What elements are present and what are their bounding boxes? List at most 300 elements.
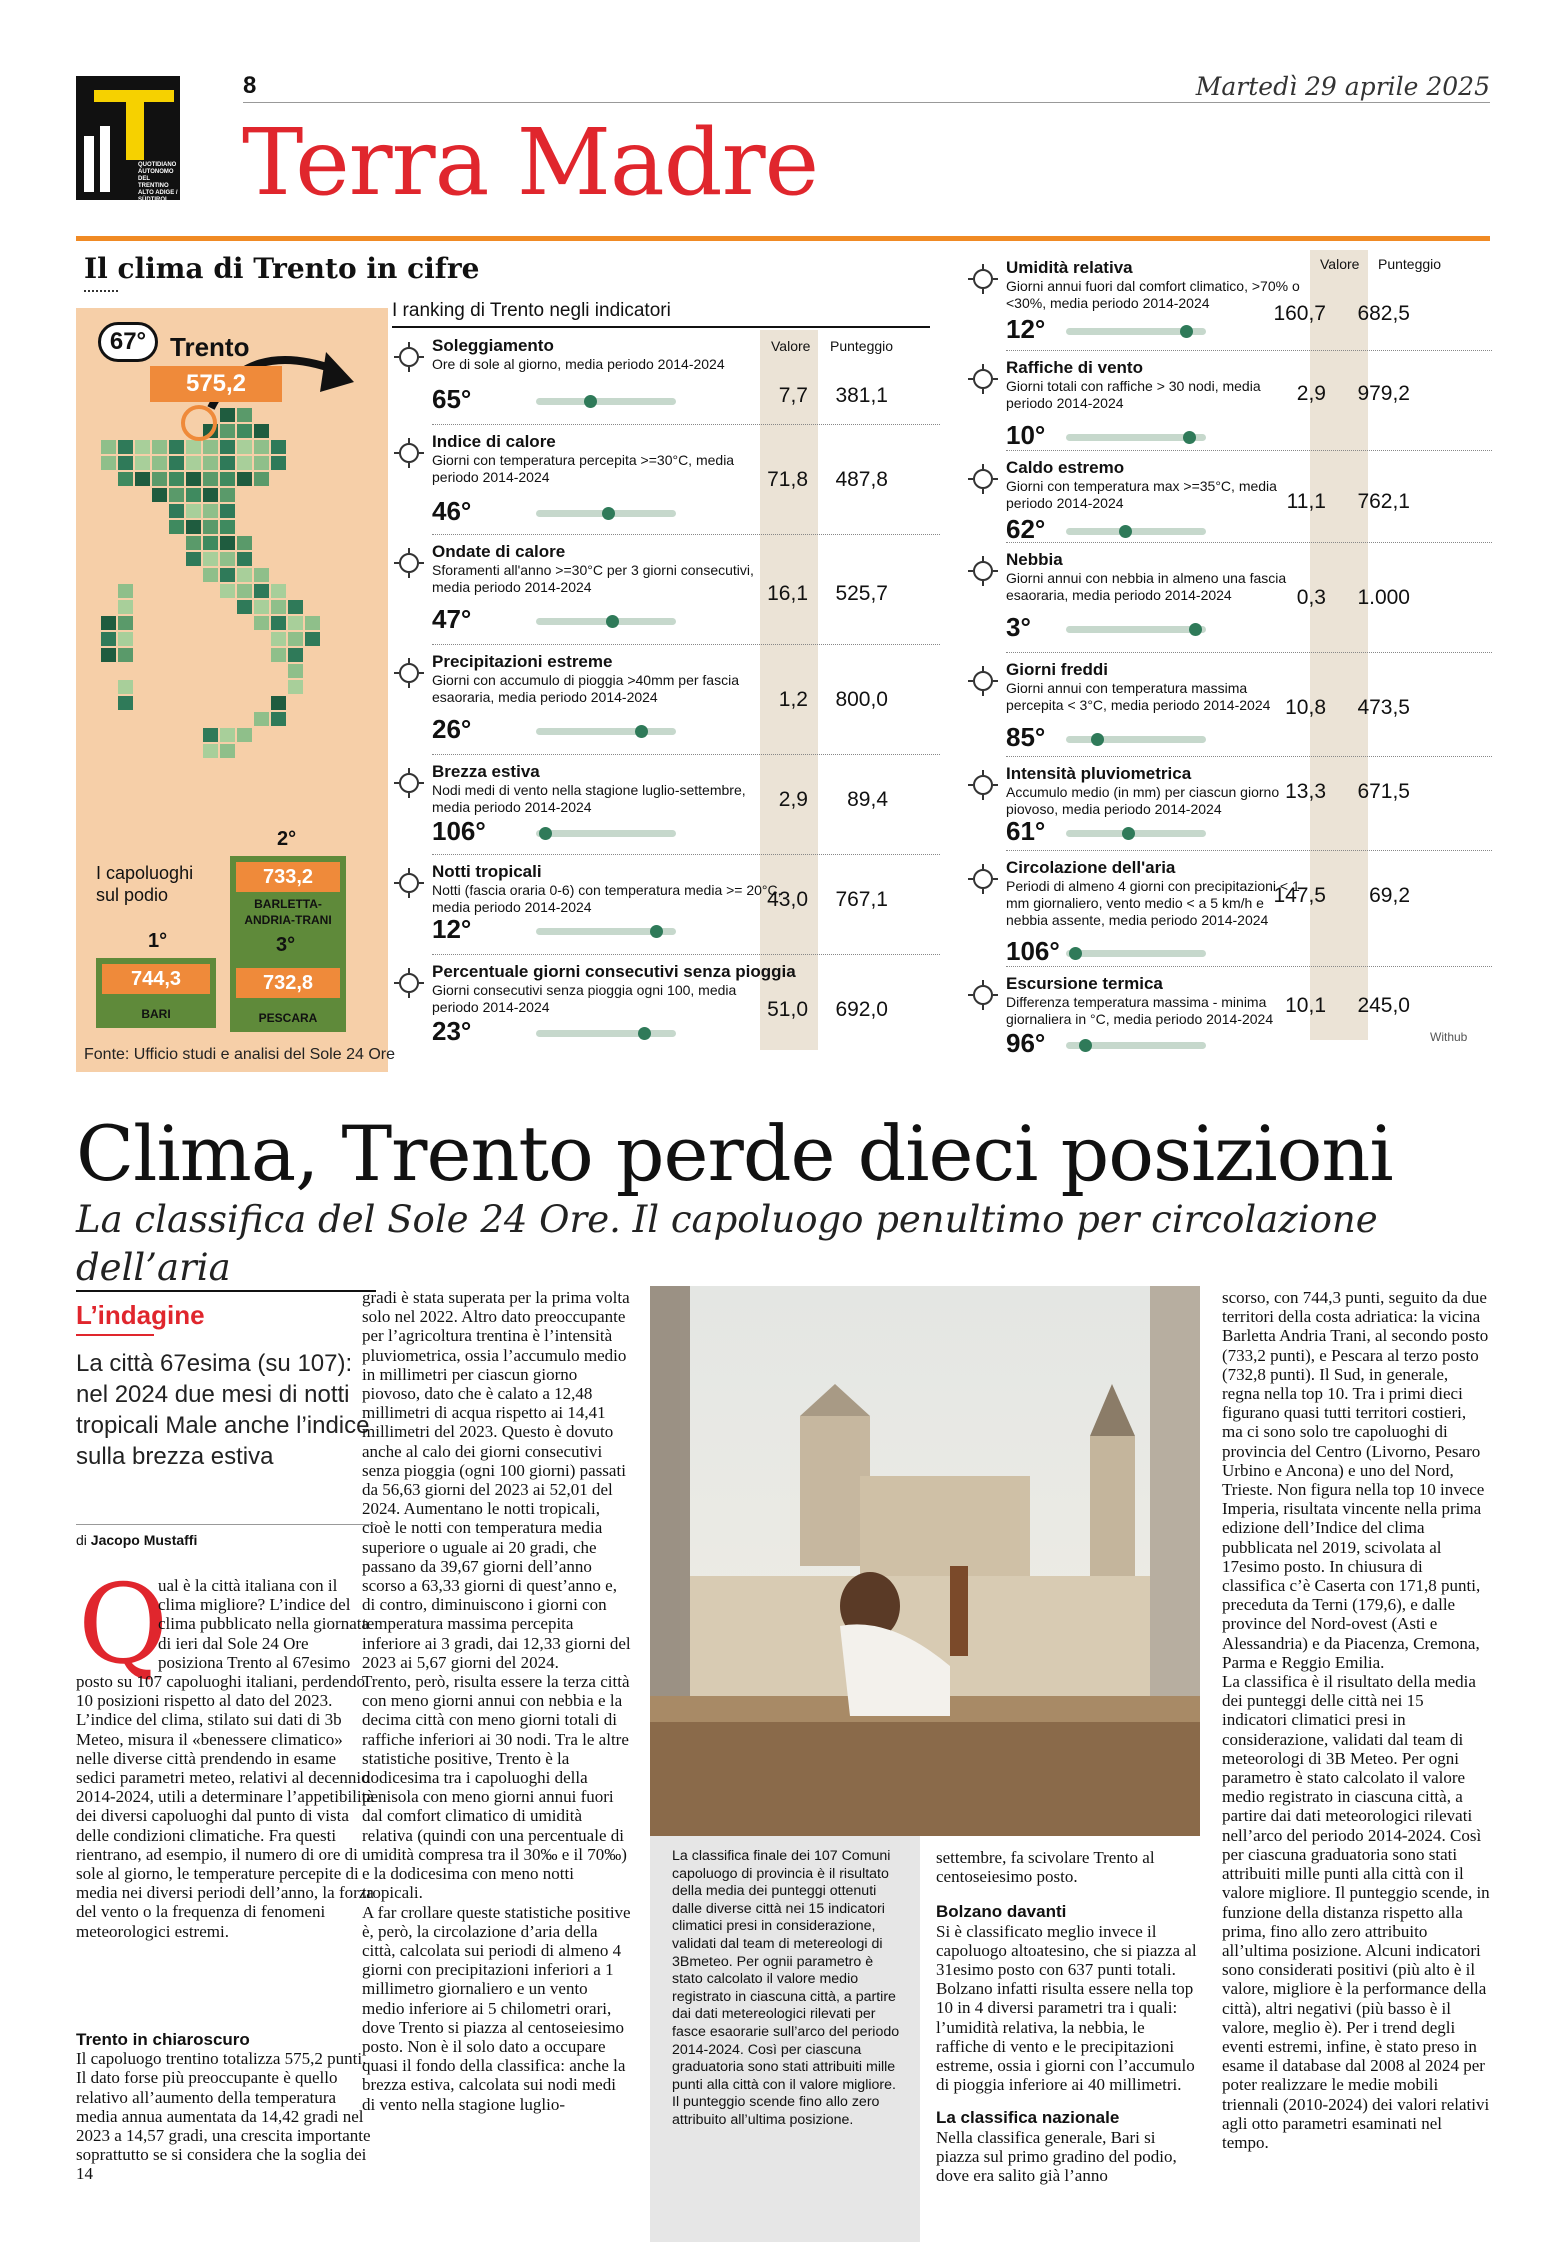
- thermometer-icon: [392, 436, 426, 470]
- fountain-statue: [950, 1566, 968, 1656]
- map-cell: [254, 424, 269, 438]
- ranking-title: I ranking di Trento negli indicatori: [392, 300, 671, 321]
- caption-text: La classifica finale dei 107 Comuni capoluogo di provincia è il risultato della media dei punteggi ottenuti dalle diverse città nei 15 indicatori climatici presi in considerazione, validati dal team di metereologi di 3Bmeteo. Per ognii parametro è stato calcolato il valore medio registrato in ciascuna città, a partire dai dati metereologici rilevati per fasce esaorarie sull’arco del periodo 2014-2024. Così per ciascuna graduatoria sono stati attribuiti mille punti alla città con il valore migliore. Il punteggio scende fino allo zero attribuito all’ultima posizione.: [672, 1848, 900, 2128]
- col4: [1222, 1288, 1490, 2152]
- row-separator: [1006, 542, 1492, 543]
- map-cell: [288, 648, 303, 662]
- map-cell: [186, 504, 201, 518]
- rank-track: [1066, 328, 1206, 335]
- col3-body: settembre, fa scivolare Trento al centoseiesimo posto.: [936, 1848, 1155, 1887]
- kicker-rule: [76, 1290, 376, 1292]
- kicker: L’indagine: [76, 1300, 205, 1330]
- map-cell: [271, 632, 286, 646]
- rank-marker: [606, 615, 619, 628]
- map-cell: [203, 488, 218, 502]
- map-cell: [237, 584, 252, 598]
- map-cell: [237, 552, 252, 566]
- map-cell: [203, 552, 218, 566]
- indicator-name: Giorni freddi: [1006, 660, 1108, 679]
- header-rule: [243, 102, 1490, 103]
- map-cell: [288, 632, 303, 646]
- map-cell: [220, 744, 235, 758]
- map-cell: [220, 568, 235, 582]
- rank-marker: [602, 507, 615, 520]
- article-subheadline: La classifica del Sole 24 Ore. Il capoluogo penultimo per circolazione dell’aria: [76, 1198, 1378, 1289]
- map-cell: [237, 424, 252, 438]
- indicator-name: Caldo estremo: [1006, 458, 1125, 477]
- map-cell: [237, 440, 252, 454]
- breeze-icon: [392, 766, 426, 800]
- indicator-rank: 23°: [432, 1016, 472, 1046]
- map-cell: [101, 456, 116, 470]
- indicator-rank: 12°: [1006, 314, 1046, 344]
- wind-icon: [966, 362, 1000, 396]
- indicator-score: 979,2: [1357, 382, 1410, 405]
- map-cell: [237, 728, 252, 742]
- row-separator: [432, 644, 940, 645]
- indicator-score: 682,5: [1357, 302, 1410, 325]
- indicator-desc: Nodi medi di vento nella stagione luglio-settembre, media periodo 2014-2024: [432, 782, 746, 815]
- map-cell: [271, 440, 286, 454]
- city-score: 575,2: [150, 366, 282, 402]
- map-cell: [271, 456, 286, 470]
- col2-body: gradi è stata superata per la prima volta solo nel 2022. Altro dato preoccupante per l’agricoltura trentina è l’intensità pluviometrica, ossia l’accumulo medio in millimetri per ciascun giorno piovoso, dato che è calato a 12,48 millimetri di acqua rispetto ai 14,41 millimetri del 2023. Questo è dovuto anche al calo dei giorni consecutivi senza pioggia (ogni 100 giorni) passati da 56,63 giorni del 2023 ai 52,01 del 2024. Aumentano le notti tropicali, cioè le notti con temperatura media superiore o uguale ai 20 gradi, che passano da 39,67 giorni dell’anno scorso a 63,33 giorni di quest’anno e, di contro, diminuiscono i giorni con temperatura massima percepita inferiore ai 3 gradi, dai 12,33 giorni del 2023 ai 5,67 giorni del 2024.: [362, 1288, 631, 1672]
- podium-score-2: 733,2: [236, 862, 340, 892]
- sun-icon: [392, 340, 426, 374]
- map-cell: [220, 584, 235, 598]
- indicator-name: Circolazione dell'aria: [1006, 858, 1176, 877]
- indicator-score: 487,8: [835, 468, 888, 491]
- indicator-desc: Accumulo medio (in mm) per ciascun giorno piovoso, media periodo 2014-2024: [1006, 784, 1280, 817]
- map-cell: [237, 568, 252, 582]
- right-col-valore: Valore: [1320, 256, 1360, 272]
- indicator-name: Escursione termica: [1006, 974, 1163, 993]
- newspaper-logo: [76, 76, 180, 203]
- dry-tree-icon: [966, 462, 1000, 496]
- map-cell: [203, 504, 218, 518]
- left-col-valore: Valore: [771, 338, 811, 354]
- indicator-rank: 3°: [1006, 612, 1031, 642]
- col1-body: Il capoluogo trentino totalizza 575,2 punti. Il dato forse più preoccupante è quello relativo all’aumento della temperatura media annua aumentata da 14,42 gradi nel 2023 a 14,57 gradi, una crescita importante soprattutto se si considera che la soglia dei 14: [76, 2049, 371, 2184]
- map-cell: [186, 456, 201, 470]
- map-cell: [220, 456, 235, 470]
- map-cell: [220, 504, 235, 518]
- map-cell: [101, 632, 116, 646]
- col4-body: scorso, con 744,3 punti, seguito da due territori della costa adriatica: la vicina Barletta Andria Trani, al secondo posto (733,2 punti), e Pescara al terzo posto (732,8 punti). Il Sud, in generale, regna nella top 10. Tra i primi dieci figurano quasi tutti territori costieri, ma ci sono solo tre capoluoghi di provincia del Centro (Livorno, Pesaro Urbino e Ancona) e uno del Nord, Trieste. Non figura nella top 10 invece Imperia, risultata vincente nella prima edizione dell’Indice del clima pubblicata nel 2019, scivolata al 17esimo posto. In chiusura di classifica c’è Caserta con 171,8 punti, preceduta da Terni (179,6), e dalle province del Nord-ovest (Asti e Alessandria) e da Piacenza, Cremona, Parma e Reggio Emilia.: [1222, 1288, 1489, 1672]
- indicator-desc: Giorni con temperatura percepita >=30°C, media periodo 2014-2024: [432, 452, 735, 485]
- indicator-value: 0,3: [1296, 586, 1326, 609]
- row-separator: [432, 954, 940, 955]
- indicator-rank: 85°: [1006, 722, 1046, 752]
- drought-icon: [392, 966, 426, 1000]
- page-number: 8: [243, 72, 257, 99]
- rank-track: [1066, 736, 1206, 743]
- indicator-value: 2,9: [778, 788, 808, 811]
- map-cell: [101, 648, 116, 662]
- indicator-desc: Giorni annui con temperatura massima percepita < 3°C, media periodo 2014-2024: [1006, 680, 1271, 713]
- map-cell: [237, 600, 252, 614]
- map-cell: [169, 472, 184, 486]
- snowflake-icon: [966, 664, 1000, 698]
- graphic-credit: Withub: [1430, 1030, 1468, 1044]
- map-cell: [203, 472, 218, 486]
- indicator-rank: 46°: [432, 496, 472, 526]
- map-cell: [254, 584, 269, 598]
- map-cell: [271, 712, 286, 726]
- podium-rank-1: 1°: [148, 930, 168, 952]
- indicator-row: [392, 862, 940, 952]
- indicator-name: Umidità relativa: [1006, 258, 1133, 277]
- church-tower: [800, 1416, 870, 1566]
- indicator-desc: Giorni consecutivi senza pioggia ogni 100, media periodo 2014-2024: [432, 982, 737, 1015]
- article-photo: [650, 1286, 1200, 1836]
- col2: [362, 1288, 632, 2114]
- indicator-row: [966, 764, 1492, 850]
- rank-track: [1066, 830, 1206, 837]
- map-cell: [203, 744, 218, 758]
- podium-label: I capoluoghi sul podio: [96, 863, 194, 905]
- map-cell: [254, 440, 269, 454]
- indicator-rank: 96°: [1006, 1028, 1046, 1058]
- right-col-punteggio: Punteggio: [1378, 256, 1442, 272]
- rank-marker: [539, 827, 552, 840]
- issue-date: Martedì 29 aprile 2025: [1195, 72, 1490, 101]
- indicator-value: 71,8: [767, 468, 808, 491]
- indicator-desc: Giorni annui fuori dal comfort climatico, >70% o <30%, media periodo 2014-2024: [1006, 278, 1300, 311]
- col2-body-c: A far crollare queste statistiche positive è, però, la circolazione d’aria della città, calcolata sui periodi di almeno 4 giorni con precipitazioni inferiori a 1 millimetro giornaliero e un vento medio inferiore ai 5 chilometri orari, dove Trento si piazza al centoseiesimo posto. Non è il solo dato a occupare quasi il fondo della classifica: anche la brezza estiva, calcolata sui nodi medi di vento nella stagione luglio-: [362, 1902, 631, 2114]
- map-cell: [305, 632, 320, 646]
- map-cell: [203, 728, 218, 742]
- indicator-desc: Differenza temperatura massima - minima giornaliera in °C, media periodo 2014-2024: [1006, 994, 1274, 1027]
- indicator-name: Indice di calore: [432, 432, 556, 451]
- indicator-rank: 62°: [1006, 514, 1046, 544]
- indicator-name: Ondate di calore: [432, 542, 566, 561]
- indicator-rank: 106°: [432, 816, 486, 846]
- author-rule: [76, 1524, 376, 1525]
- indicator-row: [392, 432, 940, 532]
- map-cell: [118, 600, 133, 614]
- row-separator: [432, 754, 940, 755]
- arrow-head: [320, 352, 354, 392]
- indicator-name: Precipitazioni estreme: [432, 652, 613, 671]
- rank-marker: [1069, 947, 1082, 960]
- indicator-row: [966, 858, 1492, 968]
- infographic-title: Il clima di Trento in cifre: [84, 252, 480, 285]
- indicator-value: 160,7: [1273, 302, 1326, 325]
- map-cell: [118, 584, 133, 598]
- map-cell: [220, 552, 235, 566]
- indicator-score: 762,1: [1357, 490, 1410, 513]
- rain-cloud-icon: [392, 656, 426, 690]
- map-cell: [101, 616, 116, 630]
- indicator-desc: Giorni con temperatura max >=35°C, media periodo 2014-2024: [1006, 478, 1277, 511]
- podium-rank-2: 2°: [277, 828, 297, 850]
- rank-track: [536, 1030, 676, 1037]
- row-separator: [1006, 756, 1492, 757]
- indicator-desc: Sforamenti all'anno >=30°C per 3 giorni consecutivi, media periodo 2014-2024: [432, 562, 754, 595]
- logo-subtitle: QUOTIDIANO AUTONOMO DEL TRENTINO ALTO ADIGE / SÜDTIROL: [138, 162, 178, 203]
- map-cell: [271, 648, 286, 662]
- rank-marker: [1091, 733, 1104, 746]
- map-cell: [237, 408, 252, 422]
- rank-track: [1066, 528, 1206, 535]
- map-cell: [220, 536, 235, 550]
- map-cell: [186, 536, 201, 550]
- map-cell: [118, 472, 133, 486]
- podium-rank-3: 3°: [276, 934, 296, 956]
- map-cell: [237, 536, 252, 550]
- map-cell: [220, 472, 235, 486]
- indicator-row: [966, 550, 1492, 650]
- indicator-value: 51,0: [767, 998, 808, 1021]
- drop-icon: [966, 262, 1000, 296]
- indicator-rank: 26°: [432, 714, 472, 744]
- rank-marker: [584, 395, 597, 408]
- umbrella-icon: [966, 768, 1000, 802]
- heatwave-icon: [392, 546, 426, 580]
- indicator-row: [966, 660, 1492, 756]
- map-cell: [254, 616, 269, 630]
- indicator-name: Raffiche di vento: [1006, 358, 1143, 377]
- map-cell: [220, 728, 235, 742]
- logo-l: [100, 126, 110, 192]
- map-cell: [254, 600, 269, 614]
- rank-marker: [1180, 325, 1193, 338]
- rank-track: [1066, 434, 1206, 441]
- col1-intro: ual è la città italiana con il clima migliore? L’indice del clima pubblicato nella giornata di ieri dal Sole 24 Ore posiziona Trento al 67esimo posto su 107 capoluoghi italiani, perdendo 10 posizioni rispetto al dato del 2023. L’indice del clima, stilato sui dati di 3b Meteo, misura il «benessere climatico» nelle diverse città prendendo in esame sedici parametri meteo, relativi al decennio 2014-2024, utili a determinare l’appetibilità dei diversi capoluoghi dal punto di vista delle condizioni climatiche. Fra questi rientrano, ad esempio, il numero di ore di sole al giorno, le temperature percepite di media nei diversi periodi dell’anno, la forza del vento o la frequenza di fenomeni meteorologici estremi.: [76, 1576, 374, 1941]
- indicator-score: 89,4: [847, 788, 888, 811]
- map-cell: [118, 632, 133, 646]
- map-cell: [271, 616, 286, 630]
- map-cell: [254, 472, 269, 486]
- rank-marker: [1079, 1039, 1092, 1052]
- podium-city-2: BARLETTA-ANDRIA-TRANI: [244, 897, 332, 927]
- indicator-score: 473,5: [1357, 696, 1410, 719]
- right-building: [1150, 1286, 1200, 1756]
- row-separator: [1006, 450, 1492, 451]
- map-squares: [101, 408, 320, 758]
- map-cell: [288, 616, 303, 630]
- indicator-score: 525,7: [835, 582, 888, 605]
- rank-track: [536, 398, 676, 405]
- section-title: Terra Madre: [242, 109, 819, 216]
- podium-city-3: PESCARA: [258, 1011, 318, 1025]
- map-cell: [118, 696, 133, 710]
- map-cell: [152, 456, 167, 470]
- indicator-name: Nebbia: [1006, 550, 1063, 569]
- map-cell: [220, 440, 235, 454]
- map-cell: [169, 488, 184, 502]
- indicator-score: 800,0: [835, 688, 888, 711]
- kicker-underline: [76, 1334, 154, 1336]
- map-cell: [305, 616, 320, 630]
- indicator-score: 1.000: [1357, 586, 1410, 609]
- indicator-row: [392, 652, 940, 752]
- indicator-value: 10,1: [1285, 994, 1326, 1017]
- map-cell: [220, 408, 235, 422]
- row-separator: [1006, 350, 1492, 351]
- map-cell: [118, 648, 133, 662]
- indicator-rank: 47°: [432, 604, 472, 634]
- rank-marker: [650, 925, 663, 938]
- indicator-row: [966, 258, 1492, 348]
- indicator-rank: 106°: [1006, 936, 1060, 966]
- col3-subtitle: Bolzano davanti: [936, 1902, 1067, 1922]
- indicator-score: 245,0: [1357, 994, 1410, 1017]
- row-separator: [1006, 966, 1492, 967]
- map-cell: [152, 472, 167, 486]
- map-cell: [271, 600, 286, 614]
- rank-track: [536, 830, 676, 837]
- map-cell: [135, 456, 150, 470]
- author-name: Jacopo Mustaffi: [90, 1532, 198, 1548]
- indicator-desc: Ore di sole al giorno, media periodo 2014-2024: [432, 356, 725, 372]
- map-cell: [152, 440, 167, 454]
- indicator-score: 767,1: [835, 888, 888, 911]
- col1-subtitle: Trento in chiaroscuro: [76, 2030, 250, 2049]
- indicator-row: [392, 962, 940, 1052]
- map-cell: [288, 600, 303, 614]
- fog-icon: [966, 554, 1000, 588]
- map-cell: [203, 568, 218, 582]
- indicator-rank: 10°: [1006, 420, 1046, 450]
- indicator-desc: Giorni con accumulo di pioggia >40mm per fascia esaoraria, media periodo 2014-2024: [432, 672, 739, 705]
- trento-marker: [183, 407, 215, 439]
- row-separator: [432, 424, 940, 425]
- indicator-value: 1,2: [778, 688, 808, 711]
- byline: [76, 1532, 197, 1548]
- map-cell: [203, 440, 218, 454]
- indicator-rank: 65°: [432, 384, 472, 414]
- indicator-score: 381,1: [835, 384, 888, 407]
- summary: La città 67esima (su 107): nel 2024 due mesi di notti tropicali Male anche l’indice sulla brezza estiva: [76, 1350, 370, 1470]
- logo-i: [84, 136, 94, 192]
- indicator-score: 671,5: [1357, 780, 1410, 803]
- map-cell: [220, 520, 235, 534]
- source-note: Fonte: Ufficio studi e analisi del Sole 24 Ore: [84, 1046, 395, 1063]
- map-cell: [186, 488, 201, 502]
- map-cell: [186, 472, 201, 486]
- rank-marker: [1183, 431, 1196, 444]
- map-cell: [135, 440, 150, 454]
- rank-marker: [1119, 525, 1132, 538]
- map-cell: [220, 424, 235, 438]
- rank-marker: [1122, 827, 1135, 840]
- indicator-row: [392, 762, 940, 852]
- air-circulation-icon: [966, 862, 1000, 896]
- map-cell: [203, 536, 218, 550]
- rank-track: [536, 728, 676, 735]
- map-cell: [169, 440, 184, 454]
- indicator-score: 692,0: [835, 998, 888, 1021]
- indicator-row: [392, 542, 940, 642]
- photo-illustration: [650, 1286, 1200, 1836]
- podium-score-1: 744,3: [102, 964, 210, 994]
- row-separator: [432, 854, 940, 855]
- moon-icon: [392, 866, 426, 900]
- map-cell: [288, 664, 303, 678]
- col3-body-b: Si è classificato meglio invece il capoluogo altoatesino, che si piazza al 31esimo posto con 637 punti totali. Bolzano infatti risulta essere nella top 10 in 4 diversi parametri tra i quali: l’umidità relativa, la nebbia, le raffiche di vento e le precipitazioni estreme, ossia i giorni con l’accumulo di pioggia inferiore ai 40 millimetri.: [936, 1921, 1197, 2095]
- rank-track: [536, 510, 676, 517]
- map-cell: [288, 680, 303, 694]
- trento-rank-badge: 67°: [98, 322, 158, 362]
- rank-track: [1066, 626, 1206, 633]
- indicator-desc: Periodi di almeno 4 giorni con precipitazioni < 1 mm giornaliero, vento medio < a 5 km/h e nebbia assente, media periodo 2014-2024: [1006, 878, 1300, 928]
- indicator-rank: 61°: [1006, 816, 1046, 846]
- indicator-row: [392, 336, 940, 426]
- row-separator: [1006, 850, 1492, 851]
- indicator-value: 13,3: [1285, 780, 1326, 803]
- map-cell: [169, 504, 184, 518]
- rank-track: [1066, 950, 1206, 957]
- col3-subtitle-2: La classifica nazionale: [936, 2108, 1120, 2128]
- fountain-basin: [650, 1716, 1200, 1836]
- indicator-value: 11,1: [1286, 490, 1326, 513]
- col4-body-b: La classifica è il risultato della media dei punteggi delle città nei 15 indicatori climatici presi in considerazione, validati dal team di meteorologi di 3B Meteo. Per ogni parametro è stato calcolato il valore medio registrato in ciascuna città, a partire dai dati meteorologici rilevati nell’arco del periodo 2014-2024. Così per ciascuna graduatoria sono stati attribuiti mille punti alla città con il valore migliore. Il punteggio scende, in funzione della distanza rispetto alla prima, fino allo zero attribuito all’ultima posizione. Alcuni indicatori sono considerati positivi (più alto è il valore, migliore è la performance della città), altri negativi (più basso è il valore, meglio è). Per i trend degli eventi estremi, infine, è stato preso in esame il database dal 2008 al 2024 per poter realizzare le medie mobili triennali (2010-2024) dei valori relativi agli otto parametri esaminati nel tempo.: [1222, 1672, 1490, 2152]
- map-cell: [271, 696, 286, 710]
- indicator-desc: Notti (fascia oraria 0-6) con temperatura media >= 20°C, media periodo 2014-2024: [432, 882, 782, 915]
- col3-body-c: Nella classifica generale, Bari si piazza sul primo gradino del podio, dove era salito già l’anno: [936, 2127, 1177, 2186]
- indicator-name: Brezza estiva: [432, 762, 540, 781]
- indicator-score: 69,2: [1369, 884, 1410, 907]
- indicator-name: Percentuale giorni consecutivi senza pioggia: [432, 962, 796, 981]
- section-rule: [76, 236, 1490, 241]
- thermal-range-icon: [966, 978, 1000, 1012]
- article-headline: Clima, Trento perde dieci posizioni: [76, 1109, 1393, 1198]
- map-cell: [186, 520, 201, 534]
- col1-text-block: [76, 1560, 376, 2020]
- left-col-punteggio: Punteggio: [830, 338, 894, 354]
- indicator-row: [966, 358, 1492, 448]
- podium-city-1: BARI: [141, 1007, 171, 1021]
- indicator-value: 43,0: [767, 888, 808, 911]
- cathedral: [860, 1476, 1030, 1586]
- rank-track: [1066, 1042, 1206, 1049]
- map-cell: [220, 488, 235, 502]
- indicator-name: Soleggiamento: [432, 336, 554, 355]
- indicator-value: 10,8: [1285, 696, 1326, 719]
- rank-track: [536, 618, 676, 625]
- map-cell: [135, 472, 150, 486]
- map-cell: [237, 456, 252, 470]
- rank-marker: [638, 1027, 651, 1040]
- map-cell: [118, 680, 133, 694]
- indicator-rank: 12°: [432, 914, 472, 944]
- map-cell: [203, 456, 218, 470]
- map-cell: [254, 712, 269, 726]
- map-cell: [254, 456, 269, 470]
- map-cell: [169, 456, 184, 470]
- byline-prefix: di: [76, 1532, 87, 1548]
- map-cell: [101, 440, 116, 454]
- title-underline: [84, 290, 118, 292]
- indicator-value: 7,7: [778, 384, 808, 407]
- dropcap-spacer: [76, 1576, 158, 1656]
- map-cell: [237, 472, 252, 486]
- indicator-desc: Giorni annui con nebbia in almeno una fascia esaoraria, media periodo 2014-2024: [1006, 570, 1287, 603]
- podium-score-3: 732,8: [236, 968, 340, 998]
- col1-section: [76, 2030, 376, 2184]
- map-cell: [152, 488, 167, 502]
- row-separator: [1006, 652, 1492, 653]
- map-cell: [186, 552, 201, 566]
- rank-marker: [1189, 623, 1202, 636]
- map-cell: [254, 568, 269, 582]
- ranking-rule: [392, 326, 930, 328]
- drop-cap: Q: [78, 1560, 169, 1688]
- photo-caption: [650, 1836, 920, 2242]
- city-name: Trento: [170, 332, 250, 362]
